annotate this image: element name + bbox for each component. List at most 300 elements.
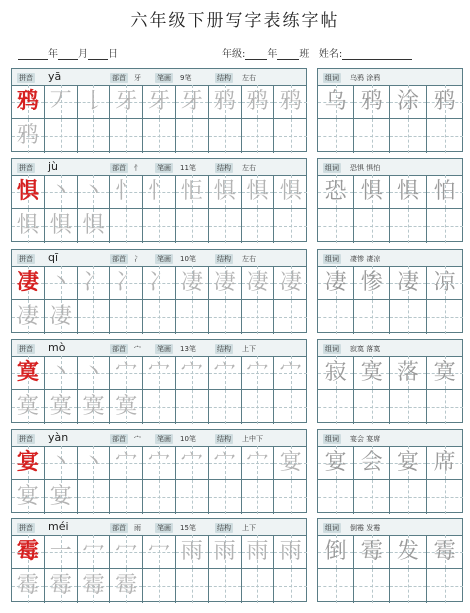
word-character: 惧 <box>360 178 383 204</box>
stroke-step: 凄 <box>213 269 236 295</box>
date-line <box>18 45 118 60</box>
practice-cell[interactable] <box>274 266 307 300</box>
stroke-step: 鸦 <box>246 88 269 114</box>
stroke-step: 宴 <box>279 449 302 475</box>
ban-label: 班 <box>299 49 310 60</box>
field-label: 拼音 <box>19 255 33 263</box>
practice-cell[interactable] <box>274 535 307 569</box>
practice-cell[interactable] <box>12 209 45 243</box>
practice-cell[interactable] <box>45 356 78 390</box>
field-label: 拼音 <box>19 345 33 353</box>
practice-cell[interactable] <box>78 175 111 209</box>
practice-cell[interactable] <box>274 356 307 390</box>
practice-cell[interactable] <box>209 356 242 390</box>
stroke-step: 雨 <box>246 538 269 564</box>
practice-panel <box>11 68 307 152</box>
word-cell[interactable] <box>390 390 426 424</box>
word-label: 组词 <box>325 164 339 172</box>
practice-cell[interactable] <box>45 390 78 424</box>
practice-cell[interactable] <box>143 175 176 209</box>
practice-cell[interactable] <box>242 446 275 480</box>
practice-cell[interactable] <box>110 356 143 390</box>
word-list: 凄惨 凄凉 <box>350 255 381 263</box>
word-cell[interactable] <box>354 300 390 334</box>
practice-cell[interactable] <box>209 119 242 153</box>
word-character: 霉 <box>433 538 456 564</box>
trace-character: 霉 <box>82 573 105 598</box>
practice-cell[interactable] <box>78 356 111 390</box>
word-cell[interactable] <box>354 266 390 300</box>
practice-cell[interactable] <box>143 535 176 569</box>
trace-character: 宴 <box>49 484 72 509</box>
field-value: 忄 <box>134 164 141 172</box>
stroke-step: 丶 <box>49 269 72 295</box>
field-label: 笔画 <box>157 164 171 172</box>
practice-cell[interactable] <box>45 85 78 119</box>
word-label: 组词 <box>325 345 339 353</box>
day-blank[interactable] <box>88 49 108 60</box>
field-value: 牙 <box>134 74 141 82</box>
practice-cell[interactable] <box>12 535 45 569</box>
practice-cell[interactable] <box>209 175 242 209</box>
trace-character: 寞 <box>16 394 39 419</box>
word-cell[interactable] <box>427 209 463 243</box>
word-cell[interactable] <box>318 390 354 424</box>
char-info-header <box>12 340 306 357</box>
word-cell[interactable] <box>318 535 354 569</box>
field-value: 宀 <box>134 435 141 443</box>
practice-cell[interactable] <box>78 85 111 119</box>
model-character: 鸦 <box>16 88 39 114</box>
word-cell[interactable] <box>390 356 426 390</box>
word-character: 寞 <box>360 359 383 385</box>
model-character: 凄 <box>16 269 39 295</box>
word-cell[interactable] <box>427 535 463 569</box>
word-character: 发 <box>396 538 419 564</box>
word-list: 乌鸦 涂鸦 <box>350 74 381 82</box>
field-label: 笔画 <box>157 345 171 353</box>
trace-character: 寞 <box>49 394 72 419</box>
page-title: 六年级下册写字表练字帖 <box>130 11 340 31</box>
stroke-step: 宀 <box>148 359 171 385</box>
practice-cell[interactable] <box>274 446 307 480</box>
practice-cell[interactable] <box>45 480 78 514</box>
month-label: 月 <box>78 49 88 60</box>
trace-character: 凄 <box>16 304 39 329</box>
word-cell[interactable] <box>390 175 426 209</box>
word-cell[interactable] <box>427 85 463 119</box>
word-cell[interactable] <box>318 266 354 300</box>
word-cell[interactable] <box>390 85 426 119</box>
word-character: 寂 <box>324 359 347 385</box>
field-label: 部首 <box>112 74 126 82</box>
practice-cell[interactable] <box>12 390 45 424</box>
word-cell[interactable] <box>390 266 426 300</box>
practice-cell[interactable] <box>45 175 78 209</box>
word-cell[interactable] <box>318 356 354 390</box>
word-cell[interactable] <box>427 569 463 603</box>
word-character: 鸦 <box>360 88 383 114</box>
stroke-step: 宀 <box>213 449 236 475</box>
practice-cell[interactable] <box>12 446 45 480</box>
practice-cell[interactable] <box>110 446 143 480</box>
word-cell[interactable] <box>318 480 354 514</box>
practice-cell[interactable] <box>209 569 242 603</box>
stroke-step: 宀 <box>279 359 302 385</box>
year-blank[interactable] <box>18 49 48 60</box>
practice-cell[interactable] <box>12 356 45 390</box>
word-cell[interactable] <box>318 119 354 153</box>
practice-cell[interactable] <box>274 390 307 424</box>
word-cell[interactable] <box>390 446 426 480</box>
stroke-step: 雨 <box>180 538 203 564</box>
word-character: 倒 <box>324 538 347 564</box>
practice-cell[interactable] <box>12 175 45 209</box>
word-label: 组词 <box>325 435 339 443</box>
student-line <box>222 45 412 60</box>
practice-cell[interactable] <box>12 480 45 514</box>
trace-character: 霉 <box>115 573 138 598</box>
field-value: mò <box>48 341 66 354</box>
practice-panel <box>11 339 307 423</box>
practice-cell[interactable] <box>143 119 176 153</box>
practice-cell[interactable] <box>78 300 111 334</box>
word-cell[interactable] <box>427 356 463 390</box>
stroke-step: 忄 <box>148 178 171 204</box>
practice-cell[interactable] <box>176 535 209 569</box>
practice-cell[interactable] <box>242 266 275 300</box>
stroke-step: 牙 <box>115 88 138 114</box>
model-character: 宴 <box>16 449 39 475</box>
practice-cell[interactable] <box>110 569 143 603</box>
practice-cell[interactable] <box>176 85 209 119</box>
word-cell[interactable] <box>427 266 463 300</box>
stroke-step: 怇 <box>180 178 203 204</box>
practice-cell[interactable] <box>110 209 143 243</box>
word-header <box>318 519 462 536</box>
word-panel <box>317 518 463 602</box>
practice-cell[interactable] <box>110 119 143 153</box>
word-cell[interactable] <box>354 85 390 119</box>
field-value: 15笔 <box>180 524 196 532</box>
word-character: 寞 <box>433 359 456 385</box>
practice-cell[interactable] <box>209 390 242 424</box>
practice-cell[interactable] <box>143 480 176 514</box>
practice-cell[interactable] <box>176 390 209 424</box>
practice-cell[interactable] <box>78 390 111 424</box>
practice-cell[interactable] <box>176 300 209 334</box>
field-label: 结构 <box>217 435 231 443</box>
trace-character: 鸦 <box>16 123 39 148</box>
word-cell[interactable] <box>318 446 354 480</box>
practice-cell[interactable] <box>274 209 307 243</box>
stroke-step: 宀 <box>180 449 203 475</box>
word-cell[interactable] <box>390 480 426 514</box>
field-value: 左右 <box>242 164 256 172</box>
word-character: 凉 <box>433 269 456 295</box>
char-info-header <box>12 69 306 86</box>
word-header <box>318 159 462 176</box>
stroke-step: 冖 <box>148 538 171 564</box>
stroke-step: 丶 <box>49 178 72 204</box>
field-value: 上中下 <box>242 435 263 443</box>
practice-cell[interactable] <box>45 266 78 300</box>
word-cell[interactable] <box>390 119 426 153</box>
word-cell[interactable] <box>390 209 426 243</box>
trace-character <box>78 300 110 334</box>
practice-cell[interactable] <box>242 480 275 514</box>
practice-cell[interactable] <box>143 300 176 334</box>
stroke-step: 丶 <box>82 359 105 385</box>
stroke-step: 宀 <box>246 449 269 475</box>
stroke-step: 鸦 <box>279 88 302 114</box>
field-value: 上下 <box>242 524 256 532</box>
trace-character: 寞 <box>115 394 138 419</box>
practice-cell[interactable] <box>143 266 176 300</box>
trace-character: 寞 <box>82 394 105 419</box>
practice-cell[interactable] <box>110 535 143 569</box>
field-label: 笔画 <box>157 255 171 263</box>
word-panel <box>317 339 463 423</box>
practice-cell[interactable] <box>110 300 143 334</box>
word-cell[interactable] <box>427 175 463 209</box>
practice-cell[interactable] <box>209 300 242 334</box>
field-value: 13笔 <box>180 345 196 353</box>
word-cell[interactable] <box>427 446 463 480</box>
practice-cell[interactable] <box>209 266 242 300</box>
class-blank[interactable] <box>277 49 299 60</box>
name-blank[interactable] <box>342 49 412 60</box>
word-cell[interactable] <box>354 175 390 209</box>
trace-character: 凄 <box>49 304 72 329</box>
practice-cell[interactable] <box>12 119 45 153</box>
practice-cell[interactable] <box>45 300 78 334</box>
practice-cell[interactable] <box>12 300 45 334</box>
practice-cell[interactable] <box>110 85 143 119</box>
practice-cell[interactable] <box>110 266 143 300</box>
word-header <box>318 250 462 267</box>
field-value: yàn <box>48 431 69 444</box>
practice-cell[interactable] <box>242 209 275 243</box>
field-value: 9笔 <box>180 74 192 82</box>
word-cell[interactable] <box>427 390 463 424</box>
practice-panel <box>11 249 307 333</box>
field-value: jù <box>48 160 59 173</box>
practice-panel <box>11 518 307 602</box>
trace-character <box>45 119 77 153</box>
char-block <box>11 339 463 423</box>
day-label: 日 <box>108 49 118 60</box>
practice-cell[interactable] <box>176 266 209 300</box>
practice-cell[interactable] <box>143 446 176 480</box>
word-character: 宴 <box>324 449 347 475</box>
practice-cell[interactable] <box>78 209 111 243</box>
practice-cell[interactable] <box>176 119 209 153</box>
practice-cell[interactable] <box>274 480 307 514</box>
field-value: 11笔 <box>180 164 196 172</box>
practice-cell[interactable] <box>12 85 45 119</box>
trace-character: 霉 <box>16 573 39 598</box>
practice-cell[interactable] <box>242 390 275 424</box>
practice-cell[interactable] <box>110 480 143 514</box>
month-blank[interactable] <box>58 49 78 60</box>
practice-cell[interactable] <box>176 356 209 390</box>
field-label: 笔画 <box>157 74 171 82</box>
practice-cell[interactable] <box>143 390 176 424</box>
practice-cell[interactable] <box>45 209 78 243</box>
trace-character: 惧 <box>82 213 105 238</box>
practice-cell[interactable] <box>242 119 275 153</box>
trace-character <box>110 119 142 153</box>
stroke-step: 丆 <box>49 88 72 114</box>
practice-cell[interactable] <box>242 175 275 209</box>
word-cell[interactable] <box>354 390 390 424</box>
practice-cell[interactable] <box>176 480 209 514</box>
word-cell[interactable] <box>318 569 354 603</box>
word-cell[interactable] <box>354 569 390 603</box>
practice-cell[interactable] <box>209 209 242 243</box>
practice-cell[interactable] <box>110 390 143 424</box>
practice-cell[interactable] <box>176 175 209 209</box>
word-character: 凄 <box>324 269 347 295</box>
word-header <box>318 340 462 357</box>
practice-cell[interactable] <box>143 209 176 243</box>
practice-cell[interactable] <box>242 569 275 603</box>
practice-cell[interactable] <box>78 480 111 514</box>
word-cell[interactable] <box>427 119 463 153</box>
practice-cell[interactable] <box>78 446 111 480</box>
stroke-step: 宀 <box>213 359 236 385</box>
word-panel <box>317 68 463 152</box>
field-label: 部首 <box>112 345 126 353</box>
year-label: 年 <box>48 49 58 60</box>
field-value: 冫 <box>134 255 141 263</box>
practice-cell[interactable] <box>45 119 78 153</box>
practice-cell[interactable] <box>143 356 176 390</box>
word-cell[interactable] <box>427 480 463 514</box>
word-character: 落 <box>396 359 419 385</box>
word-character: 鸦 <box>433 88 456 114</box>
practice-cell[interactable] <box>242 535 275 569</box>
word-cell[interactable] <box>390 535 426 569</box>
word-list: 倒霉 发霉 <box>350 524 381 532</box>
practice-cell[interactable] <box>209 535 242 569</box>
field-value: 左右 <box>242 74 256 82</box>
practice-cell[interactable] <box>274 300 307 334</box>
practice-cell[interactable] <box>274 85 307 119</box>
word-cell[interactable] <box>318 85 354 119</box>
practice-cell[interactable] <box>209 480 242 514</box>
practice-cell[interactable] <box>12 569 45 603</box>
word-cell[interactable] <box>390 569 426 603</box>
word-character: 涂 <box>396 88 419 114</box>
practice-cell[interactable] <box>143 569 176 603</box>
practice-cell[interactable] <box>274 119 307 153</box>
trace-character: 惧 <box>49 213 72 238</box>
field-value: 雨 <box>134 524 141 532</box>
stroke-step: 惧 <box>279 178 302 204</box>
stroke-step: 鸦 <box>213 88 236 114</box>
trace-character <box>110 480 142 514</box>
field-value: 左右 <box>242 255 256 263</box>
practice-cell[interactable] <box>45 446 78 480</box>
stroke-step: 丶 <box>49 449 72 475</box>
word-header <box>318 69 462 86</box>
practice-cell[interactable] <box>78 569 111 603</box>
field-value: 10笔 <box>180 435 196 443</box>
practice-cell[interactable] <box>12 266 45 300</box>
stroke-step: 冖 <box>115 538 138 564</box>
word-cell[interactable] <box>354 356 390 390</box>
practice-cell[interactable] <box>274 569 307 603</box>
word-cell[interactable] <box>354 119 390 153</box>
word-cell[interactable] <box>318 300 354 334</box>
field-value: 宀 <box>134 345 141 353</box>
model-character: 霉 <box>16 538 39 564</box>
grade-blank[interactable] <box>245 49 267 60</box>
stroke-step: 凄 <box>180 269 203 295</box>
practice-cell[interactable] <box>209 85 242 119</box>
char-block <box>11 518 463 602</box>
word-cell[interactable] <box>427 300 463 334</box>
practice-cell[interactable] <box>45 569 78 603</box>
word-cell[interactable] <box>354 480 390 514</box>
word-panel <box>317 249 463 333</box>
practice-cell[interactable] <box>78 266 111 300</box>
word-cell[interactable] <box>318 209 354 243</box>
stroke-step: 丶 <box>49 359 72 385</box>
word-cell[interactable] <box>354 446 390 480</box>
word-panel <box>317 158 463 242</box>
stroke-step: 雨 <box>279 538 302 564</box>
trace-character <box>78 480 110 514</box>
word-character: 席 <box>433 449 456 475</box>
practice-cell[interactable] <box>242 85 275 119</box>
practice-cell[interactable] <box>176 569 209 603</box>
word-cell[interactable] <box>318 175 354 209</box>
field-label: 部首 <box>112 524 126 532</box>
field-value: 上下 <box>242 345 256 353</box>
field-label: 部首 <box>112 435 126 443</box>
word-character: 怕 <box>433 178 456 204</box>
char-info-header <box>12 159 306 176</box>
word-cell[interactable] <box>354 209 390 243</box>
field-value: yā <box>48 70 62 83</box>
practice-cell[interactable] <box>209 446 242 480</box>
word-character: 会 <box>360 449 383 475</box>
practice-cell[interactable] <box>110 175 143 209</box>
field-label: 结构 <box>217 345 231 353</box>
practice-cell[interactable] <box>176 446 209 480</box>
word-list: 宴会 宴席 <box>350 435 381 443</box>
practice-cell[interactable] <box>143 85 176 119</box>
practice-cell[interactable] <box>78 119 111 153</box>
word-cell[interactable] <box>390 300 426 334</box>
practice-cell[interactable] <box>242 356 275 390</box>
practice-cell[interactable] <box>242 300 275 334</box>
stroke-step: 丶 <box>82 449 105 475</box>
word-cell[interactable] <box>354 535 390 569</box>
field-label: 部首 <box>112 255 126 263</box>
word-character: 乌 <box>324 88 347 114</box>
stroke-step: 惧 <box>246 178 269 204</box>
stroke-step: 凄 <box>246 269 269 295</box>
practice-cell[interactable] <box>78 535 111 569</box>
practice-cell[interactable] <box>45 535 78 569</box>
practice-cell[interactable] <box>176 209 209 243</box>
trace-character: 惧 <box>16 213 39 238</box>
practice-cell[interactable] <box>274 175 307 209</box>
